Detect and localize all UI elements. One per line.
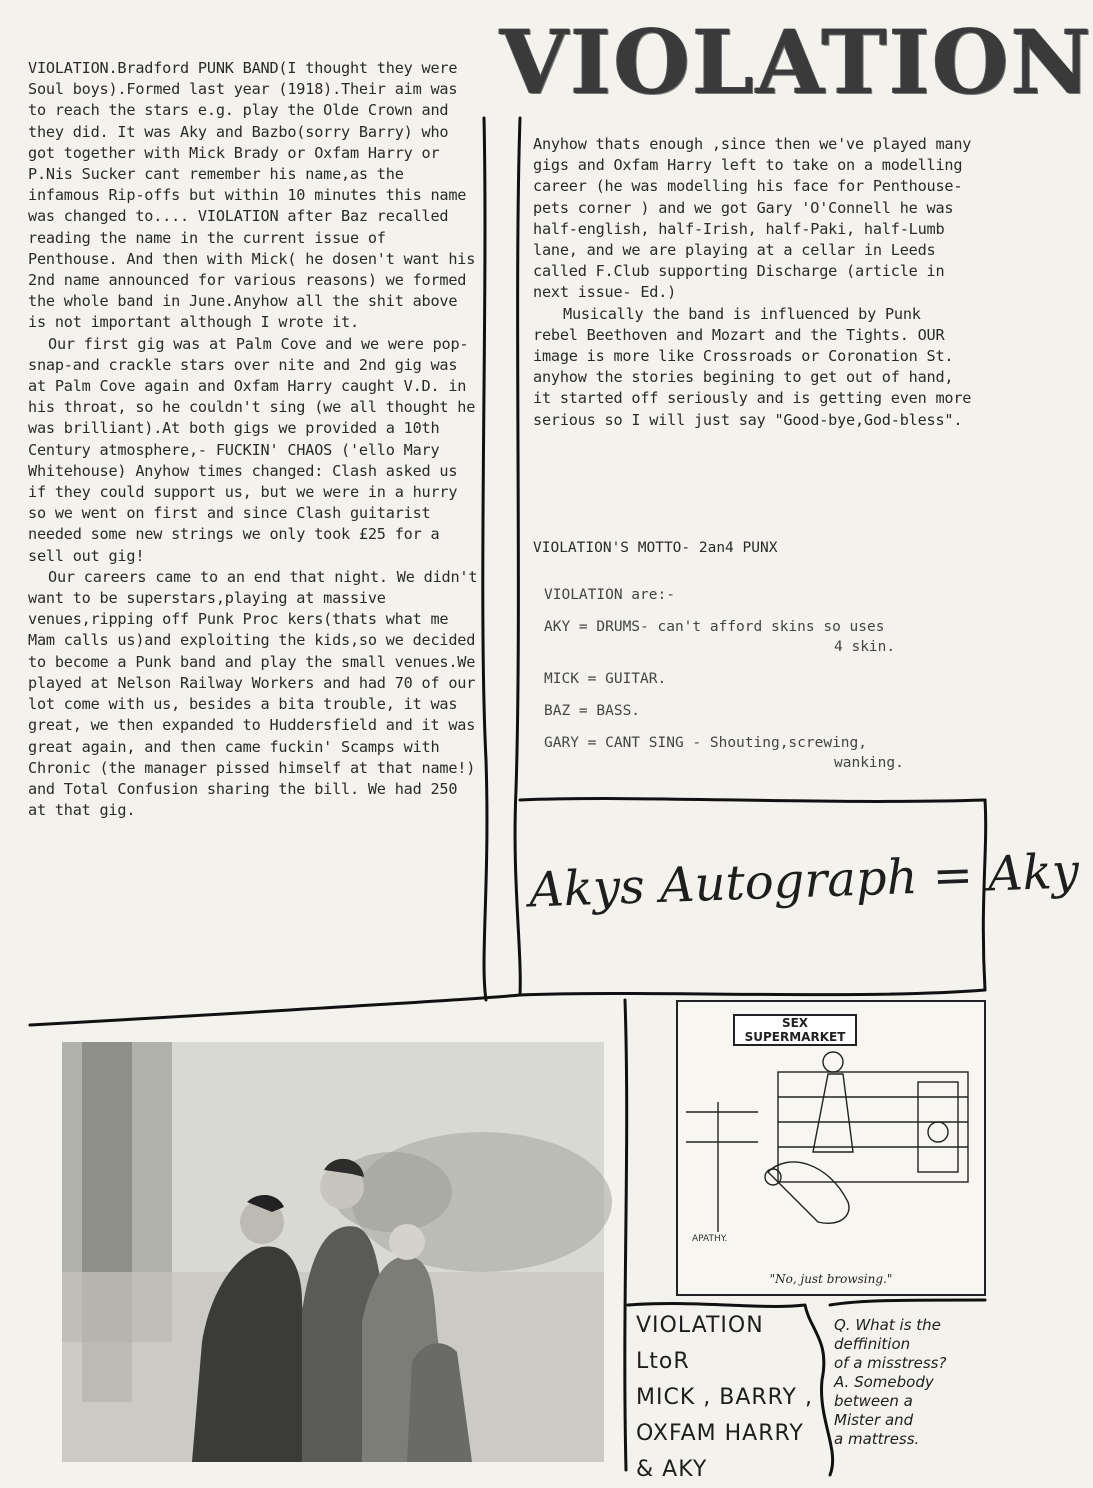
- band-photo: [62, 1042, 604, 1462]
- lineup-aky-text: AKY = DRUMS- can't afford skins so uses: [544, 619, 885, 635]
- band-photo-image: [62, 1042, 604, 1462]
- band-motto: VIOLATION'S MOTTO- 2an4 PUNX: [533, 540, 778, 556]
- article-left-column: [28, 58, 480, 821]
- joke-line-2: deffinition: [834, 1335, 911, 1353]
- joke-line-5: between a: [834, 1392, 913, 1410]
- lineup-gary: [544, 733, 974, 773]
- paragraph-4: Anyhow thats enough ,since then we've played many gigs and Oxfam Harry left to take on a modelling career (he was modelling his face for Penthouse-pets corner ) and we got Gary 'O'Connell he was half-english, half-Irish, half-Paki, half-Lumb lane, and we are playing at a cellar in Leeds called F.Club supporting Discharge (article in next issue- Ed.): [533, 135, 972, 302]
- cartoon-signature: APATHY.: [692, 1234, 728, 1244]
- lineup-aky: [544, 617, 974, 657]
- joke-line-4: A. Somebody: [834, 1373, 934, 1391]
- band-title: [500, 10, 1093, 130]
- caption-line-3: MICK , BARRY ,: [636, 1385, 813, 1410]
- cartoon-drawing: [678, 1002, 984, 1294]
- paragraph-5: Musically the band is influenced by Punk rebel Beethoven and Mozart and the Tights. OUR image is more like Crossroads or Coronation St. anyhow the stories begining to get out of hand, it started off seriously and is getting even more serious so I will just say "Good-bye,God-bless".: [533, 304, 972, 429]
- band-lineup: [544, 585, 974, 785]
- paragraph-3: Our careers came to an end that night. We didn't want to be superstars,playing at massive venues,ripping off Punk Proc kers(thats what me Mam calls us)and exploiting the kids,so we decided to become a Punk band and play the small venues.We played at Nelson Railway Workers and had 70 of our lot come with us, besides a bita trouble, it was great, we then expanded to Huddersfield and it was great again, and then came fuckin' Scamps with Chronic (the manager pissed himself at that name!) and Total Confusion sharing the bill. We had 250 at that gig.: [28, 567, 478, 820]
- joke-line-3: of a misstress?: [834, 1354, 947, 1372]
- paragraph-1: VIOLATION.Bradford PUNK BAND(I thought they were Soul boys).Formed last year (1918).Their aim was to reach the stars e.g. play the Olde Crown and they did. It was Aky and Bazbo(sorry Barry) who got together with Mick Brady or Oxfam Harry or P.Nis Sucker cant remember his name,as the infamous Rip-offs but within 10 minutes this name was changed to.... VIOLATION after Baz recalled reading the name in the current issue of Penthouse. And then with Mick( he dosen't want his 2nd name announced for various reasons) we formed the whole band in June.Anyhow all the shit above is not important although I wrote it.: [28, 59, 476, 332]
- handwritten-autograph: Akys Autograph = Aky: [528, 843, 1080, 919]
- caption-line-2: LtoR: [636, 1349, 690, 1374]
- joke-box: [834, 1316, 984, 1449]
- photo-caption: [636, 1308, 836, 1488]
- band-title-text: VIOLATION: [500, 10, 1093, 114]
- lineup-heading: VIOLATION are:-: [544, 587, 675, 603]
- caption-line-4: OXFAM HARRY: [636, 1421, 804, 1446]
- joke-line-1: Q. What is the: [834, 1316, 941, 1334]
- cartoon: [676, 1000, 986, 1296]
- paragraph-2: Our first gig was at Palm Cove and we were pop-snap-and crackle stars over nite and 2nd gig was at Palm Cove again and Oxfam Harry caught V.D. in his throat, so he couldn't sing (we all thought he was brilliant).At both gigs we provided a 10th Century atmosphere,- FUCKIN' CHAOS ('ello Mary Whitehouse) Anyhow times changed: Clash asked us if they could support us, but we were in a hurry so we went on first and since Clash guitarist needed some new strings we only took £25 for a sell out gig!: [28, 334, 476, 565]
- joke-line-7: a mattress.: [834, 1430, 920, 1448]
- caption-line-5: & AKY: [636, 1457, 708, 1482]
- lineup-mick: MICK = GUITAR.: [544, 671, 667, 687]
- caption-line-1: VIOLATION: [636, 1313, 764, 1338]
- lineup-gary-cont: wanking.: [834, 755, 904, 771]
- lineup-baz: BAZ = BASS.: [544, 703, 641, 719]
- lineup-aky-cont: 4 skin.: [834, 639, 896, 655]
- joke-line-6: Mister and: [834, 1411, 914, 1429]
- article-right-column: [533, 134, 973, 431]
- lineup-gary-text: GARY = CANT SING - Shouting,screwing,: [544, 735, 868, 751]
- cartoon-caption: "No, just browsing.": [769, 1272, 893, 1286]
- cartoon-sign: SEX SUPERMARKET: [733, 1014, 857, 1046]
